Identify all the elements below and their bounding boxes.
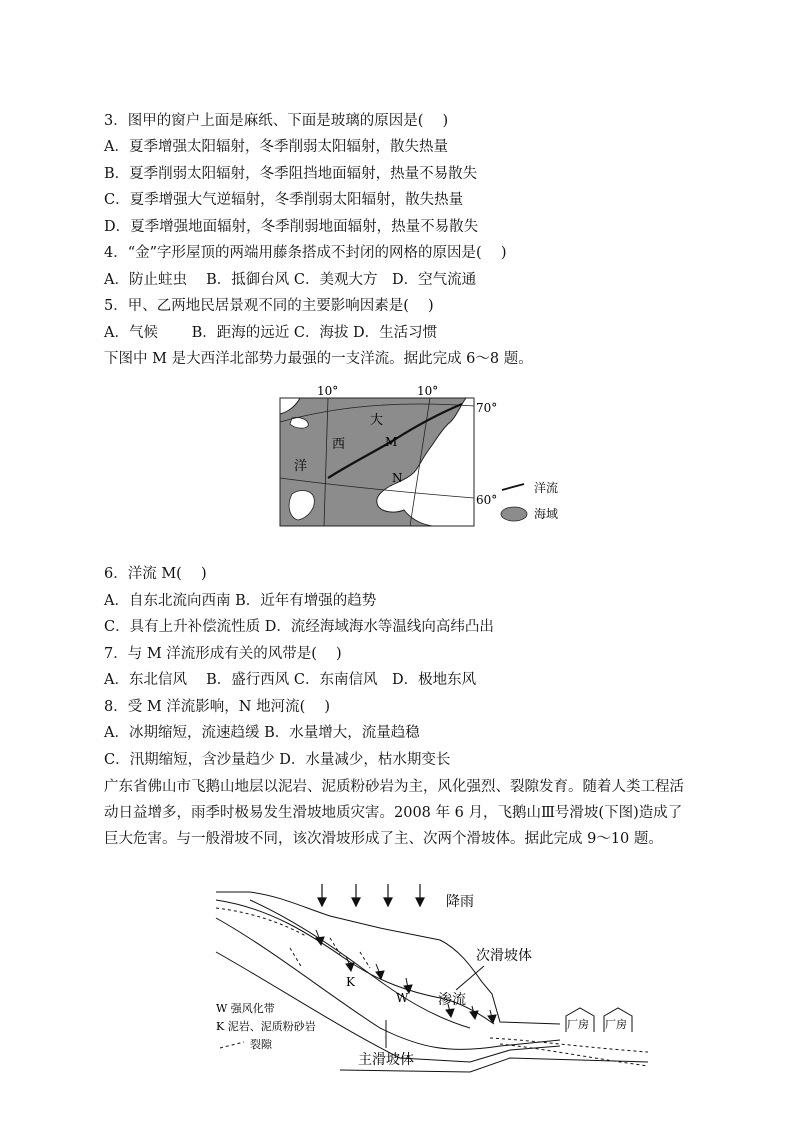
map-lat-70-label: 70° (476, 401, 498, 415)
rain-arrows (318, 884, 424, 906)
q5-stem: 5．甲、乙两地民居景观不同的主要影响因素是( ) (104, 298, 434, 314)
q4-stem: 4．“金”字形屋顶的两端用藤条搭成不封闭的网格的原因是( ) (104, 245, 507, 261)
legend-crack: 裂隙 (250, 1038, 272, 1051)
q5-options: A．气候 B．距海的远近 C．海拔 D．生活习惯 (104, 325, 438, 341)
legend-crack-icon (220, 1042, 244, 1048)
layer-line-2 (250, 900, 470, 1028)
map-ocean-char-2: 西 (332, 437, 346, 452)
rain-label: 降雨 (446, 894, 474, 910)
map-river-n-label: N (392, 471, 403, 485)
q7-options: A．东北信风 B．盛行西风 C．东南信风 D．极地东风 (104, 672, 477, 688)
map-current-m-label: M (385, 435, 398, 449)
q8-options-cd: C．汛期缩短，含沙量趋少 D．水量减少，枯水期变长 (104, 752, 451, 768)
legend-sea-label: 海域 (534, 507, 559, 521)
q6-options-cd: C．具有上升补偿流性质 D．流经海域海水等温线向高纬凸出 (104, 619, 494, 635)
seepage-label: 渗流 (438, 992, 466, 1008)
q3-option-b: B．夏季削弱太阳辐射，冬季阻挡地面辐射，热量不易散失 (104, 166, 478, 182)
q7-stem: 7．与 M 洋流形成有关的风带是( ) (104, 646, 342, 662)
factory-label-2: 厂房 (605, 1018, 627, 1031)
q3-stem: 3．图甲的窗户上面是麻纸、下面是玻璃的原因是( ) (104, 113, 449, 129)
q3-option-a: A．夏季增强太阳辐射，冬季削弱太阳辐射，散失热量 (104, 139, 448, 155)
w-label: W (396, 991, 409, 1005)
legend-sea-icon (501, 507, 527, 521)
landslide-diagram (210, 878, 650, 1083)
q6-options-ab: A．自东北流向西南 B．近年有增强的趋势 (104, 593, 377, 609)
crack-lines (216, 908, 648, 1066)
q4-options: A．防止蛀虫 B．抵御台风 C．美观大方 D．空气流通 (104, 272, 477, 288)
intro-9-10: 广东省佛山市飞鹅山地层以泥岩、泥质粉砂岩为主，风化强烈、裂隙发育。随着人类工程活动日益增多，雨季时极易发生滑坡地质灾害。2008 年 6 月，飞鹅山Ⅲ号滑坡(下图)造成了巨大危害。与一般滑坡不同，该次滑坡形成了主、次两个滑坡体。据此完成 9～10 题。 (104, 779, 684, 847)
map-ocean-char-3: 洋 (294, 459, 308, 474)
secondary-body-label: 次滑坡体 (476, 948, 532, 964)
north-atlantic-map (270, 378, 600, 538)
q3-option-d: D．夏季增强地面辐射，冬季削弱地面辐射，热量不易散失 (104, 219, 479, 235)
map-lon-left-label: 10° (317, 384, 339, 398)
q3-option-c: C．夏季增强大气逆辐射，冬季削弱太阳辐射，散失热量 (104, 192, 464, 208)
map-lat-60-label: 60° (476, 493, 498, 507)
legend-w: W 强风化带 (216, 1002, 275, 1015)
secondary-body-leader (456, 966, 484, 990)
map-lon-right-label: 10° (417, 384, 439, 398)
q6-stem: 6．洋流 M( ) (104, 566, 207, 582)
legend-k: K 泥岩、泥质粉砂岩 (216, 1020, 316, 1033)
factory-label-1: 厂房 (567, 1018, 589, 1031)
map-ocean-char-1: 大 (370, 413, 384, 428)
k-label: K (346, 975, 355, 989)
legend-current-icon (502, 484, 524, 490)
intro-6-8: 下图中 M 是大西洋北部势力最强的一支洋流。据此完成 6～8 题。 (104, 351, 533, 367)
q8-stem: 8．受 M 洋流影响，N 地河流( ) (104, 699, 331, 715)
q8-options-ab: A．冰期缩短，流速趋缓 B．水量增大，流量趋稳 (104, 725, 420, 741)
main-body-label: 主滑坡体 (358, 1052, 414, 1068)
legend-current-label: 洋流 (534, 481, 559, 495)
